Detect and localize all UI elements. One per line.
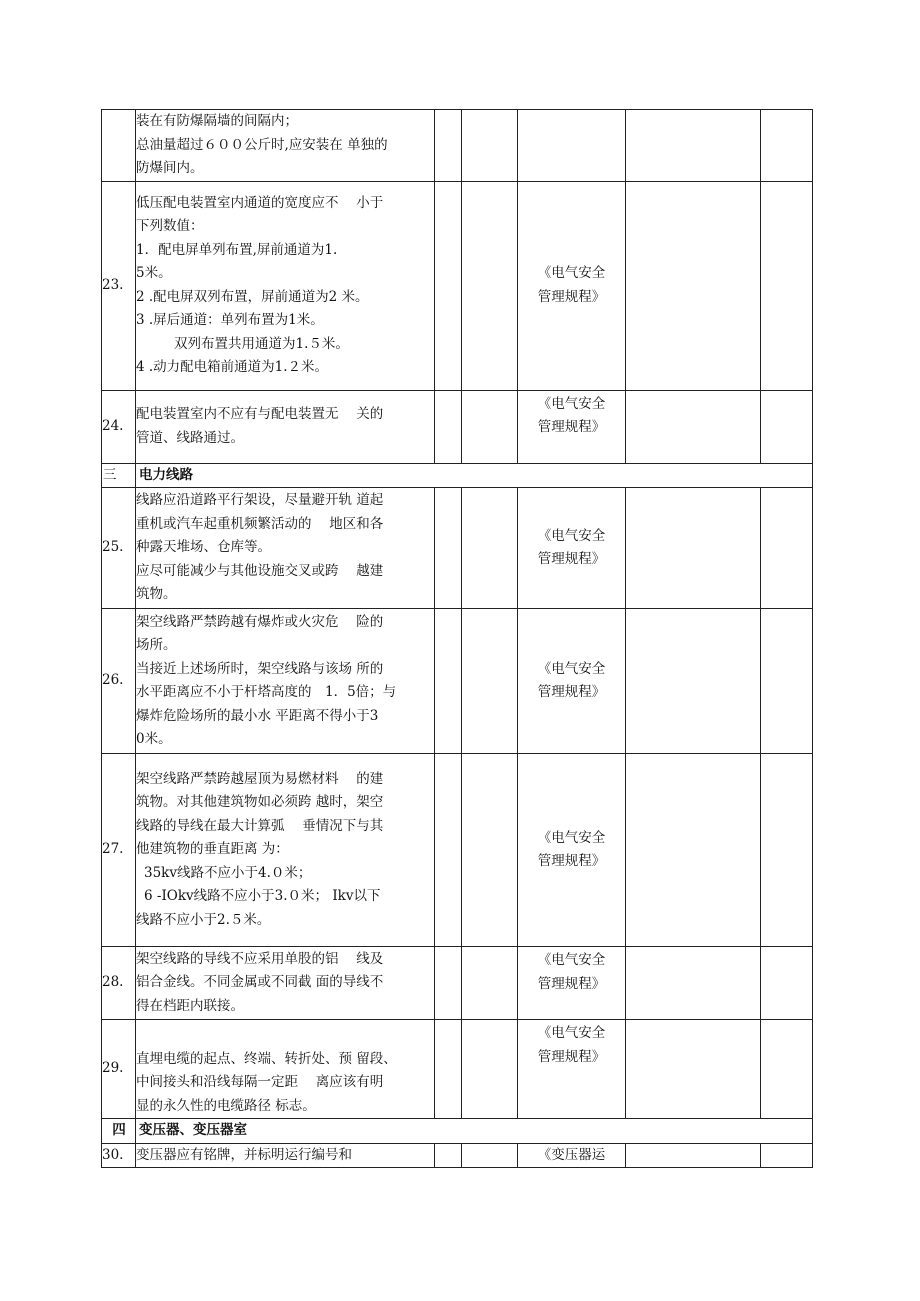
empty-cell <box>435 1020 462 1119</box>
row-reference <box>518 754 626 947</box>
reference-text: 《电气安全管理规程》 <box>537 829 606 869</box>
row-content <box>136 1143 435 1168</box>
row-number: 26. <box>102 609 136 754</box>
empty-cell <box>462 947 518 1020</box>
empty-cell <box>761 609 813 754</box>
section-title: 变压器、变压器室 <box>136 1119 813 1144</box>
content-line: 4 .动力配电箱前通道为1.２米。 <box>136 359 329 375</box>
empty-cell <box>435 754 462 947</box>
content-line: 线路的导线在最大计算弧 垂情况下与其 <box>136 817 384 834</box>
table-row <box>102 390 813 463</box>
section-number: 三 <box>102 463 136 488</box>
row-reference <box>518 110 626 182</box>
empty-cell <box>435 390 462 463</box>
row-reference <box>518 390 626 463</box>
row-number: 27. <box>102 754 136 947</box>
section-row <box>102 1119 813 1144</box>
empty-cell <box>626 1020 761 1119</box>
empty-cell <box>462 390 518 463</box>
content-line: 5米。 <box>136 265 172 281</box>
empty-cell <box>761 1143 813 1168</box>
content-line: 直埋电缆的起点、终端、转折处、预 留段、 <box>136 1050 397 1067</box>
content-line: 防爆间内。 <box>136 160 204 176</box>
content-line: 显的永久性的电缆路径 标志。 <box>136 1097 316 1114</box>
content-line: 双列布置共用通道为1.５米。 <box>174 335 349 352</box>
empty-cell <box>435 609 462 754</box>
row-reference <box>518 609 626 754</box>
empty-cell <box>626 754 761 947</box>
content-line: 得在档距内联接。 <box>136 997 244 1014</box>
empty-cell <box>435 947 462 1020</box>
content-line: 低压配电装置室内通道的宽度应不 小于 <box>136 194 384 211</box>
content-line: 线路不应小于2.５米。 <box>136 911 271 928</box>
empty-cell <box>626 390 761 463</box>
empty-cell <box>761 390 813 463</box>
empty-cell <box>761 110 813 182</box>
row-content <box>136 754 435 947</box>
table-row <box>102 181 813 390</box>
content-line: 装在有防爆隔墙的间隔内； <box>136 113 298 129</box>
empty-cell <box>462 181 518 390</box>
section-row <box>102 463 813 488</box>
content-line: 当接近上述场所时，架空线路与该场 所的 <box>136 660 384 677</box>
row-number: 28. <box>102 947 136 1020</box>
content-line: 总油量超过６００公斤时,应安装在 单独的 <box>136 136 388 153</box>
content-line: 2 .配电屏双列布置，屏前通道为2 米。 <box>136 288 369 305</box>
content-line: 0米。 <box>136 731 172 747</box>
row-number <box>102 110 136 182</box>
table-row <box>102 110 813 182</box>
row-content <box>136 488 435 609</box>
row-reference: 《变压器运 <box>518 1143 626 1168</box>
empty-cell <box>462 1143 518 1168</box>
empty-cell <box>626 110 761 182</box>
content-line: 他建筑物的垂直距离 为： <box>136 841 289 858</box>
row-reference <box>518 947 626 1020</box>
content-line: 铝合金线。不同金属或不同截 面的导线不 <box>136 974 384 991</box>
empty-cell <box>626 181 761 390</box>
empty-cell <box>462 609 518 754</box>
content-line: 3 .屏后通道：单列布置为1米。 <box>136 312 324 328</box>
row-number: 24. <box>102 390 136 463</box>
content-line: 筑物。对其他建筑物如必须跨 越时，架空 <box>136 794 384 811</box>
inspection-table <box>101 109 813 1168</box>
empty-cell <box>761 947 813 1020</box>
empty-cell <box>626 609 761 754</box>
content-line: 应尽可能减少与其他设施交叉或跨 越建 <box>136 562 384 579</box>
row-content <box>136 947 435 1020</box>
content-line: 中间接头和沿线每隔一定距 离应该有明 <box>136 1074 384 1090</box>
row-content <box>136 609 435 754</box>
empty-cell <box>761 754 813 947</box>
content-line: 架空线路严禁跨越有爆炸或火灾危 险的 <box>136 613 384 630</box>
row-content <box>136 110 435 182</box>
table-row <box>102 488 813 609</box>
content-line: 管道、线路通过。 <box>136 429 244 446</box>
content-line: 场所。 <box>136 637 177 653</box>
section-title: 电力线路 <box>136 463 813 488</box>
empty-cell <box>626 1143 761 1168</box>
table-row <box>102 609 813 754</box>
empty-cell <box>761 1020 813 1119</box>
content-line: 变压器应有铭牌，并标明运行编号和 <box>136 1146 352 1163</box>
section-number: 四 <box>102 1119 136 1144</box>
reference-text: 《电气安全管理规程》 <box>537 952 606 992</box>
row-reference <box>518 488 626 609</box>
content-line: 重机或汽车起重机频繁活动的 地区和各 <box>136 515 384 532</box>
content-line: 配电装置室内不应有与配电装置无 关的 <box>136 406 384 422</box>
row-number: 25. <box>102 488 136 609</box>
content-line: 1．配电屏单列布置,屏前通道为1. <box>136 241 338 258</box>
content-line: 爆炸危险场所的最小水 平距离不得小于3 <box>136 707 379 724</box>
empty-cell <box>626 488 761 609</box>
content-line: 架空线路严禁跨越屋顶为易燃材料 的建 <box>136 770 384 787</box>
table-row <box>102 754 813 947</box>
content-line: 线路应沿道路平行架设，尽量避开轨 道起 <box>136 492 384 509</box>
content-line: 筑物。 <box>136 586 177 603</box>
reference-text: 《电气安全管理规程》 <box>537 265 606 305</box>
row-content <box>136 390 435 463</box>
content-line: 6 -IOkv线路不应小于3.０米； Ikv以下 <box>144 888 381 905</box>
reference-text: 《电气安全管理规程》 <box>537 1025 606 1065</box>
empty-cell <box>462 754 518 947</box>
empty-cell <box>462 1020 518 1119</box>
row-reference <box>518 1020 626 1119</box>
empty-cell <box>626 947 761 1020</box>
empty-cell <box>435 181 462 390</box>
content-line: 架空线路的导线不应采用单股的铝 线及 <box>136 950 384 967</box>
empty-cell <box>462 110 518 182</box>
table-row <box>102 1143 813 1168</box>
row-content <box>136 181 435 390</box>
empty-cell <box>435 488 462 609</box>
content-line: 35kv线路不应小于4.０米； <box>144 864 312 881</box>
table-row <box>102 1020 813 1119</box>
row-content <box>136 1020 435 1119</box>
content-line: 水平距离应不小于杆塔高度的 1．5倍；与 <box>136 684 397 700</box>
empty-cell <box>761 181 813 390</box>
content-line: 下列数值： <box>136 218 204 234</box>
empty-cell <box>761 488 813 609</box>
row-number: 30. <box>102 1143 136 1168</box>
row-number: 29. <box>102 1020 136 1119</box>
reference-text: 《电气安全管理规程》 <box>537 395 606 435</box>
content-line: 种露天堆场、仓库等。 <box>136 539 271 556</box>
reference-text: 《电气安全管理规程》 <box>537 527 606 567</box>
empty-cell <box>435 110 462 182</box>
table-row <box>102 947 813 1020</box>
row-number: 23. <box>102 181 136 390</box>
empty-cell <box>435 1143 462 1168</box>
row-reference <box>518 181 626 390</box>
empty-cell <box>462 488 518 609</box>
reference-text: 《电气安全管理规程》 <box>537 660 606 700</box>
